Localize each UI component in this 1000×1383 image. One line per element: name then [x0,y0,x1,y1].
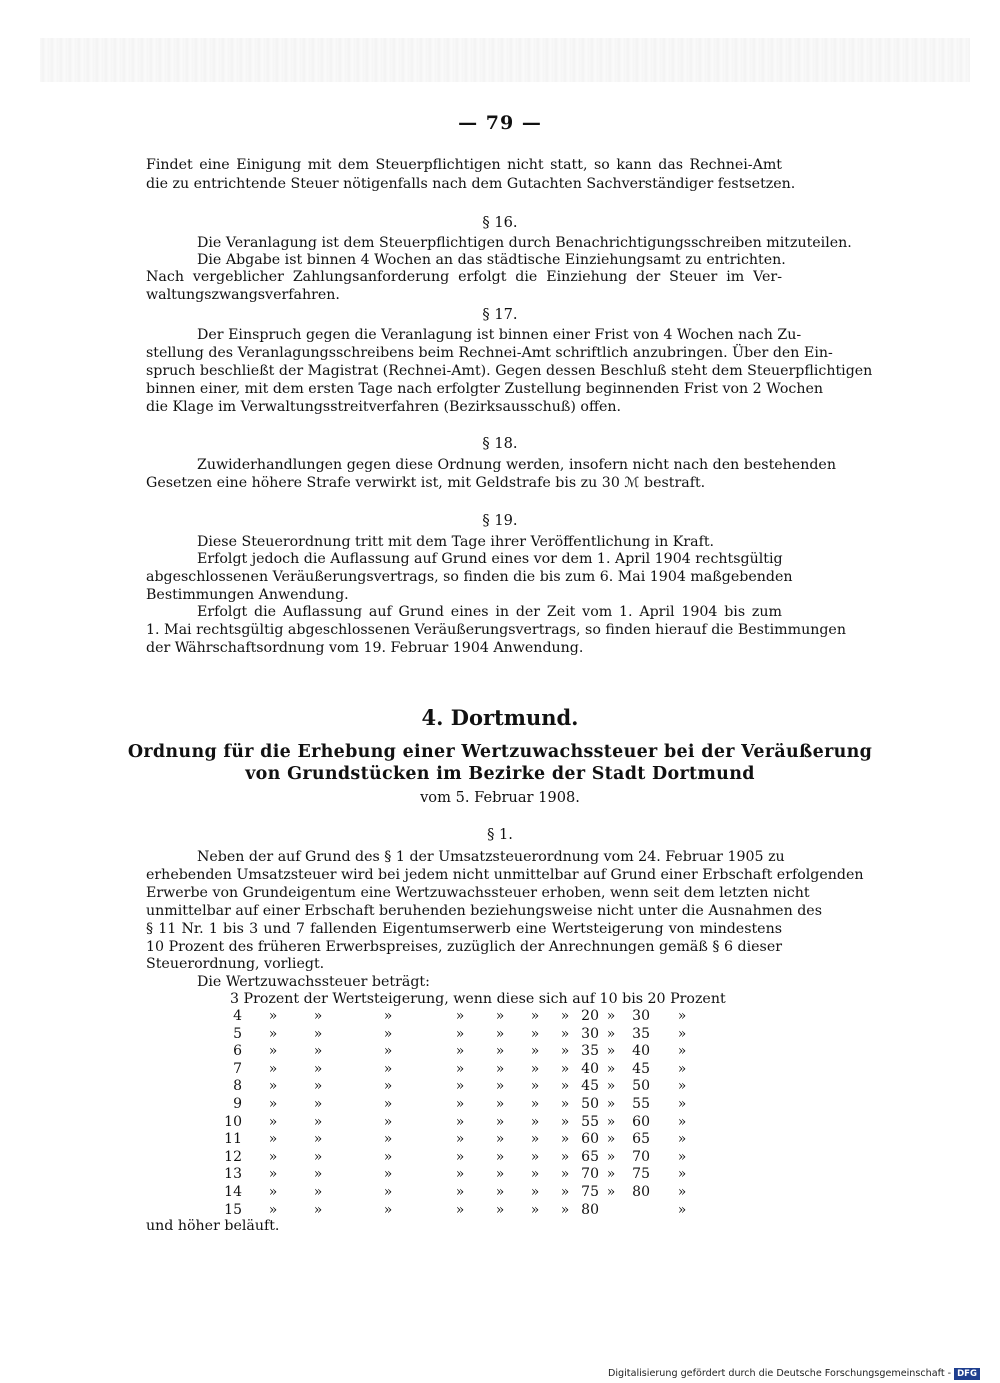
ditto-mark: » [455,1166,465,1182]
ditto-mark: » [455,1078,465,1094]
ditto-mark: » [455,1043,465,1059]
ditto-mark: » [560,1096,570,1112]
range-from: 65 [581,1149,599,1165]
ditto-mark: » [383,1096,393,1112]
ditto-mark: » [677,1096,687,1112]
range-from: 35 [581,1043,599,1059]
text-line: die zu entrichtende Steuer nötigenfalls nach dem Gutachten Sachverständiger festsetzen. [146,176,796,192]
ditto-mark: » [560,1166,570,1182]
rate-percent: 7 [233,1061,242,1077]
ditto-mark: » [313,1043,323,1059]
ditto-mark: » [530,1008,540,1024]
range-to: 80 [632,1184,650,1200]
text-line: § 11 Nr. 1 bis 3 und 7 fallenden Eigentumserwerb eine Wertsteigerung von mindestens [146,921,782,937]
text-line: der Währschaftsordnung vom 19. Februar 1904 Anwendung. [146,640,584,656]
table-first-row: 3 Prozent der Wertsteigerung, wenn diese sich auf 10 bis 20 Prozent [230,991,726,1007]
ordinance-title-line-1: Ordnung für die Erhebung einer Wertzuwachssteuer bei der Veräußerung [127,742,873,762]
ditto-mark: » [455,1202,465,1218]
range-from: 80 [581,1202,599,1218]
ditto-mark: » [560,1149,570,1165]
text-line: Diese Steuerordnung tritt mit dem Tage ihrer Veröffentlichung in Kraft. [197,534,715,550]
range-to: 30 [632,1008,650,1024]
ditto-mark: » [530,1061,540,1077]
ditto-mark: » [383,1078,393,1094]
text-line: Gesetzen eine höhere Strafe verwirkt ist, mit Geldstrafe bis zu 30 ℳ bestraft. [146,475,706,491]
ditto-mark: » [495,1131,505,1147]
ditto-mark: » [268,1131,278,1147]
ditto-mark: » [495,1096,505,1112]
rate-percent: 8 [233,1078,242,1094]
ditto-mark: » [560,1061,570,1077]
ditto-mark: » [677,1114,687,1130]
ditto-mark: » [495,1184,505,1200]
range-from: 50 [581,1096,599,1112]
ditto-mark: » [455,1114,465,1130]
ditto-mark: » [677,1008,687,1024]
range-from: 60 [581,1131,599,1147]
ditto-mark: » [268,1078,278,1094]
ditto-mark: » [455,1096,465,1112]
ditto-mark: » [606,1078,616,1094]
ditto-mark: » [313,1166,323,1182]
ditto-mark: » [560,1026,570,1042]
ditto-mark: » [606,1026,616,1042]
ditto-mark: » [495,1043,505,1059]
ditto-mark: » [606,1131,616,1147]
text-line: erhebenden Umsatzsteuer wird bei jedem nicht unmittelbar auf Grund einer Erbschaft erfolgenden [146,867,864,883]
ditto-mark: » [455,1184,465,1200]
rate-percent: 14 [224,1184,242,1200]
range-to: 60 [632,1114,650,1130]
ditto-mark: » [268,1061,278,1077]
ditto-mark: » [268,1149,278,1165]
city-heading: 4. Dortmund. [421,705,579,730]
rate-percent: 11 [224,1131,242,1147]
rate-percent: 10 [224,1114,242,1130]
ditto-mark: » [495,1061,505,1077]
text-line: spruch beschließt der Magistrat (Rechnei-Amt). Gegen dessen Beschluß steht dem Steuerpflichtigen [146,363,873,379]
range-from: 40 [581,1061,599,1077]
ditto-mark: » [495,1008,505,1024]
text-line: unmittelbar auf einer Erbschaft beruhenden beziehungsweise nicht unter die Ausnahmen des [146,903,822,919]
ditto-mark: » [530,1166,540,1182]
ditto-mark: » [455,1008,465,1024]
text-line: abgeschlossenen Veräußerungsvertrags, so finden die bis zum 6. Mai 1904 maßgebenden [146,569,793,585]
text-line: Nach vergeblicher Zahlungsanforderung erfolgt die Einziehung der Steuer im Ver- [146,269,782,285]
ditto-mark: » [495,1166,505,1182]
ditto-mark: » [495,1078,505,1094]
range-from: 30 [581,1026,599,1042]
ditto-mark: » [383,1061,393,1077]
ditto-mark: » [530,1096,540,1112]
ditto-mark: » [383,1043,393,1059]
ditto-mark: » [560,1114,570,1130]
range-to: 40 [632,1043,650,1059]
rate-percent: 9 [233,1096,242,1112]
ditto-mark: » [530,1078,540,1094]
ditto-mark: » [268,1043,278,1059]
ditto-mark: » [530,1184,540,1200]
ditto-mark: » [455,1061,465,1077]
text-line: Findet eine Einigung mit dem Steuerpflichtigen nicht statt, so kann das Rechnei-Amt [146,157,782,173]
ditto-mark: » [383,1166,393,1182]
rate-percent: 5 [233,1026,242,1042]
ordinance-date: vom 5. Februar 1908. [420,789,580,806]
ditto-mark: » [606,1149,616,1165]
text-line: 10 Prozent des früheren Erwerbspreises, zuzüglich der Anrechnungen gemäß § 6 dieser [146,939,782,955]
range-to: 50 [632,1078,650,1094]
text-line: stellung des Veranlagungsschreibens beim Rechnei-Amt schriftlich anzubringen. Über den Ein- [146,345,833,361]
range-to: 65 [632,1131,650,1147]
ditto-mark: » [560,1078,570,1094]
ditto-mark: » [606,1008,616,1024]
ditto-mark: » [495,1149,505,1165]
closing-line: und höher beläuft. [146,1218,280,1234]
text-line: Steuerordnung, vorliegt. [146,956,325,972]
digitization-footer [608,1367,988,1381]
text-line: Erfolgt jedoch die Auflassung auf Grund eines vor dem 1. April 1904 rechtsgültig [197,551,783,567]
ditto-mark: » [313,1008,323,1024]
text-line: Bestimmungen Anwendung. [146,587,349,603]
ditto-mark: » [495,1114,505,1130]
rate-percent: 13 [224,1166,242,1182]
ditto-mark: » [313,1131,323,1147]
ditto-mark: » [560,1184,570,1200]
page-number: — 79 — [458,112,542,134]
ditto-mark: » [268,1184,278,1200]
footer-text: Digitalisierung gefördert durch die Deutsche Forschungsgemeinschaft - [608,1368,952,1379]
ditto-mark: » [560,1008,570,1024]
ditto-mark: » [268,1026,278,1042]
ditto-mark: » [677,1131,687,1147]
ditto-mark: » [268,1096,278,1112]
ditto-mark: » [268,1202,278,1218]
text-line: Erwerbe von Grundeigentum eine Wertzuwachssteuer erhoben, wenn seit dem letzten nicht [146,885,810,901]
text-line: Die Veranlagung ist dem Steuerpflichtigen durch Benachrichtigungsschreiben mitzuteilen. [197,235,852,251]
range-to: 45 [632,1061,650,1077]
ditto-mark: » [313,1149,323,1165]
text-line: Der Einspruch gegen die Veranlagung ist binnen einer Frist von 4 Wochen nach Zu- [197,327,802,343]
ditto-mark: » [677,1166,687,1182]
ditto-mark: » [268,1114,278,1130]
ditto-mark: » [606,1184,616,1200]
scan-artifact [40,38,970,82]
ditto-mark: » [530,1202,540,1218]
range-to: 35 [632,1026,650,1042]
ditto-mark: » [495,1202,505,1218]
ditto-mark: » [530,1114,540,1130]
ditto-mark: » [606,1043,616,1059]
ditto-mark: » [268,1008,278,1024]
ditto-mark: » [495,1026,505,1042]
ditto-mark: » [677,1026,687,1042]
section-heading-17: § 17. [482,306,518,323]
range-from: 45 [581,1078,599,1094]
ditto-mark: » [530,1026,540,1042]
ditto-mark: » [383,1026,393,1042]
ditto-mark: » [560,1202,570,1218]
ditto-mark: » [677,1184,687,1200]
ditto-mark: » [383,1202,393,1218]
range-to: 70 [632,1149,650,1165]
text-line: waltungszwangsverfahren. [146,287,340,303]
text-line: 1. Mai rechtsgültig abgeschlossenen Veräußerungsvertrags, so finden hierauf die Bestimmungen [146,622,846,638]
text-line: Die Abgabe ist binnen 4 Wochen an das städtische Einziehungsamt zu entrichten. [197,252,786,268]
range-to: 75 [632,1166,650,1182]
range-from: 20 [581,1008,599,1024]
ditto-mark: » [606,1166,616,1182]
ditto-mark: » [530,1131,540,1147]
range-from: 55 [581,1114,599,1130]
ditto-mark: » [677,1043,687,1059]
ditto-mark: » [677,1149,687,1165]
rate-percent: 4 [233,1008,242,1024]
text-line: binnen einer, mit dem ersten Tage nach erfolgter Zustellung beginnenden Frist von 2 Wochen [146,381,823,397]
ditto-mark: » [606,1096,616,1112]
text-line: die Klage im Verwaltungsstreitverfahren (Bezirksausschuß) offen. [146,399,622,415]
ditto-mark: » [455,1026,465,1042]
ditto-mark: » [383,1149,393,1165]
section-heading-19: § 19. [482,512,518,529]
ditto-mark: » [455,1131,465,1147]
ditto-mark: » [383,1114,393,1130]
range-from: 75 [581,1184,599,1200]
ditto-mark: » [313,1114,323,1130]
ditto-mark: » [530,1043,540,1059]
ditto-mark: » [560,1043,570,1059]
table-intro: Die Wertzuwachssteuer beträgt: [197,974,430,990]
ditto-mark: » [313,1061,323,1077]
ditto-mark: » [313,1202,323,1218]
ditto-mark: » [268,1166,278,1182]
ditto-mark: » [530,1149,540,1165]
section-heading-18: § 18. [482,435,518,452]
ditto-mark: » [677,1078,687,1094]
ditto-mark: » [313,1026,323,1042]
ditto-mark: » [313,1184,323,1200]
rate-percent: 6 [233,1043,242,1059]
ditto-mark: » [677,1061,687,1077]
ditto-mark: » [383,1184,393,1200]
ditto-mark: » [560,1131,570,1147]
ditto-mark: » [313,1078,323,1094]
section-heading-1: § 1. [487,826,513,843]
range-to: 55 [632,1096,650,1112]
text-line: Erfolgt die Auflassung auf Grund eines in der Zeit vom 1. April 1904 bis zum [197,604,782,620]
ordinance-title-line-2: von Grundstücken im Bezirke der Stadt Dortmund [245,764,755,784]
rate-percent: 15 [224,1202,242,1218]
ditto-mark: » [383,1008,393,1024]
range-from: 70 [581,1166,599,1182]
ditto-mark: » [383,1131,393,1147]
text-line: Zuwiderhandlungen gegen diese Ordnung werden, insofern nicht nach den bestehenden [197,457,836,473]
rate-percent: 12 [224,1149,242,1165]
dfg-logo: DFG [954,1368,980,1380]
text-line: Neben der auf Grund des § 1 der Umsatzsteuerordnung vom 24. Februar 1905 zu [197,849,785,865]
ditto-mark: » [677,1202,687,1218]
ditto-mark: » [313,1096,323,1112]
ditto-mark: » [606,1061,616,1077]
ditto-mark: » [455,1149,465,1165]
section-heading-16: § 16. [482,214,518,231]
ditto-mark: » [606,1114,616,1130]
